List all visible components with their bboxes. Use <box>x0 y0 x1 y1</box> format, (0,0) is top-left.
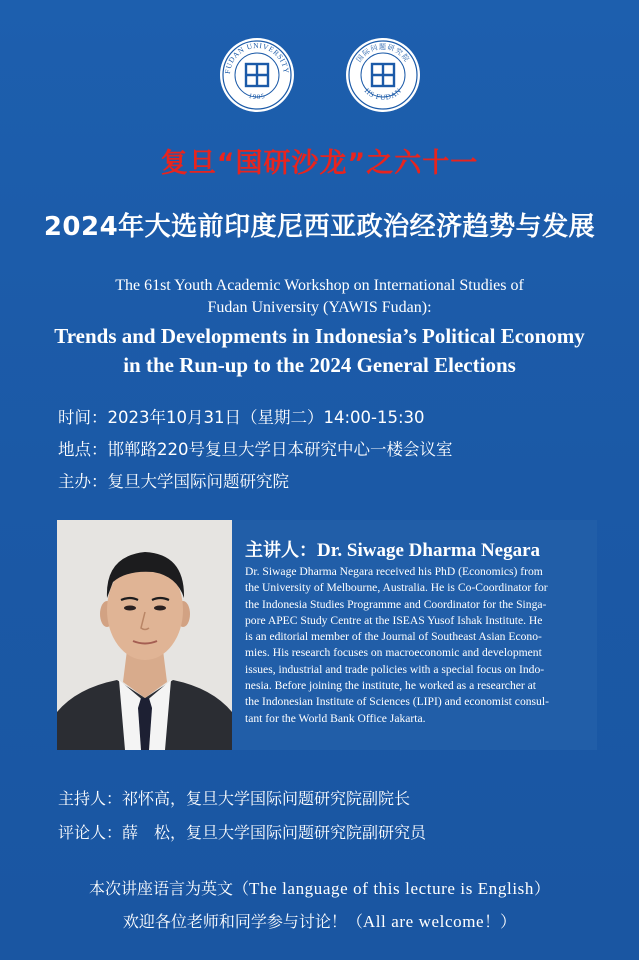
moderator-line: 主持人：祁怀高，复旦大学国际问题研究院副院长 <box>58 789 411 808</box>
english-title-line-1: Trends and Developments in Indonesia’s Political Economy <box>54 324 585 348</box>
bio-line: issues, industrial and trade policies with a special focus on Indo- <box>245 662 545 676</box>
welcome-note-en: All are welcome <box>362 912 485 931</box>
chinese-lecture-title: 2024年大选前印度尼西亚政治经济趋势与发展 <box>43 212 596 242</box>
iis-fudan-seal-icon <box>344 36 422 114</box>
language-note-cn: 本次讲座语言为英文（ <box>89 879 250 898</box>
bio-line: Dr. Siwage Dharma Negara received his PhD (Economics) from <box>245 565 543 578</box>
language-note-close: ） <box>533 879 550 898</box>
discussant-line: 评论人：薛 松，复旦大学国际问题研究院副研究员 <box>58 823 427 842</box>
salon-title: 复旦“国研沙龙”之六十一 <box>160 148 479 179</box>
welcome-note-close: ！） <box>484 912 517 931</box>
welcome-note <box>0 909 639 932</box>
bio-line: is an editorial member of the Journal of Southeast Asian Econo- <box>245 630 542 644</box>
english-subtitle-line-2: Fudan University (YAWIS Fudan): <box>207 299 432 316</box>
time-value: 2023年10月31日（星期二）14:00-15:30 <box>107 408 425 427</box>
iis-seal-bottom-text: IIS FUDAN <box>362 86 404 102</box>
fudan-seal-year: 1905 <box>247 91 267 102</box>
welcome-note-cn: 欢迎各位老师和同学参与讨论！（ <box>122 912 363 931</box>
bio-line: tant for the World Bank Office Jakarta. <box>245 711 426 725</box>
place-label: 地点： <box>58 440 108 459</box>
event-organizer <box>58 468 289 492</box>
language-note <box>0 876 639 899</box>
english-subtitle-line-1: The 61st Youth Academic Workshop on International Studies of <box>115 277 524 294</box>
fudan-university-seal-icon <box>218 36 296 114</box>
bio-line: mies. His research focuses on macroeconomic and development <box>245 646 542 660</box>
event-time <box>58 404 425 428</box>
time-label: 时间： <box>58 408 108 427</box>
bio-line: pore APEC Study Centre at the ISEAS Yusof Ishak Institute. He <box>245 613 543 627</box>
speaker-bio <box>245 564 597 727</box>
host-value: 复旦大学国际问题研究院 <box>107 472 289 491</box>
bio-line: the Indonesia Studies Programme and Coordinator for the Singa- <box>245 597 547 611</box>
speaker-portrait-photo <box>57 520 232 750</box>
english-title-line-2: in the Run-up to the 2024 General Elections <box>123 353 516 377</box>
speaker-heading <box>245 536 540 562</box>
place-value: 邯郸路220号复旦大学日本研究中心一楼会议室 <box>107 440 453 459</box>
iis-seal-text: 国际问题研究院 <box>354 43 412 64</box>
language-note-en: The language of this lecture is English <box>249 879 534 898</box>
event-place <box>58 436 453 460</box>
bio-line: nesia. Before joining the institute, he worked as a researcher at <box>245 679 537 693</box>
fudan-seal-text: FUDAN UNIVERSITY <box>222 40 292 75</box>
bio-line: the Indonesian Institute of Sciences (LIPI) and economist consul- <box>245 695 549 709</box>
host-label: 主办： <box>58 472 108 491</box>
speaker-label: 主讲人： <box>245 540 317 561</box>
speaker-name: Dr. Siwage Dharma Negara <box>317 540 541 561</box>
bio-line: the University of Melbourne, Australia. He is Co-Coordinator for <box>245 581 548 595</box>
